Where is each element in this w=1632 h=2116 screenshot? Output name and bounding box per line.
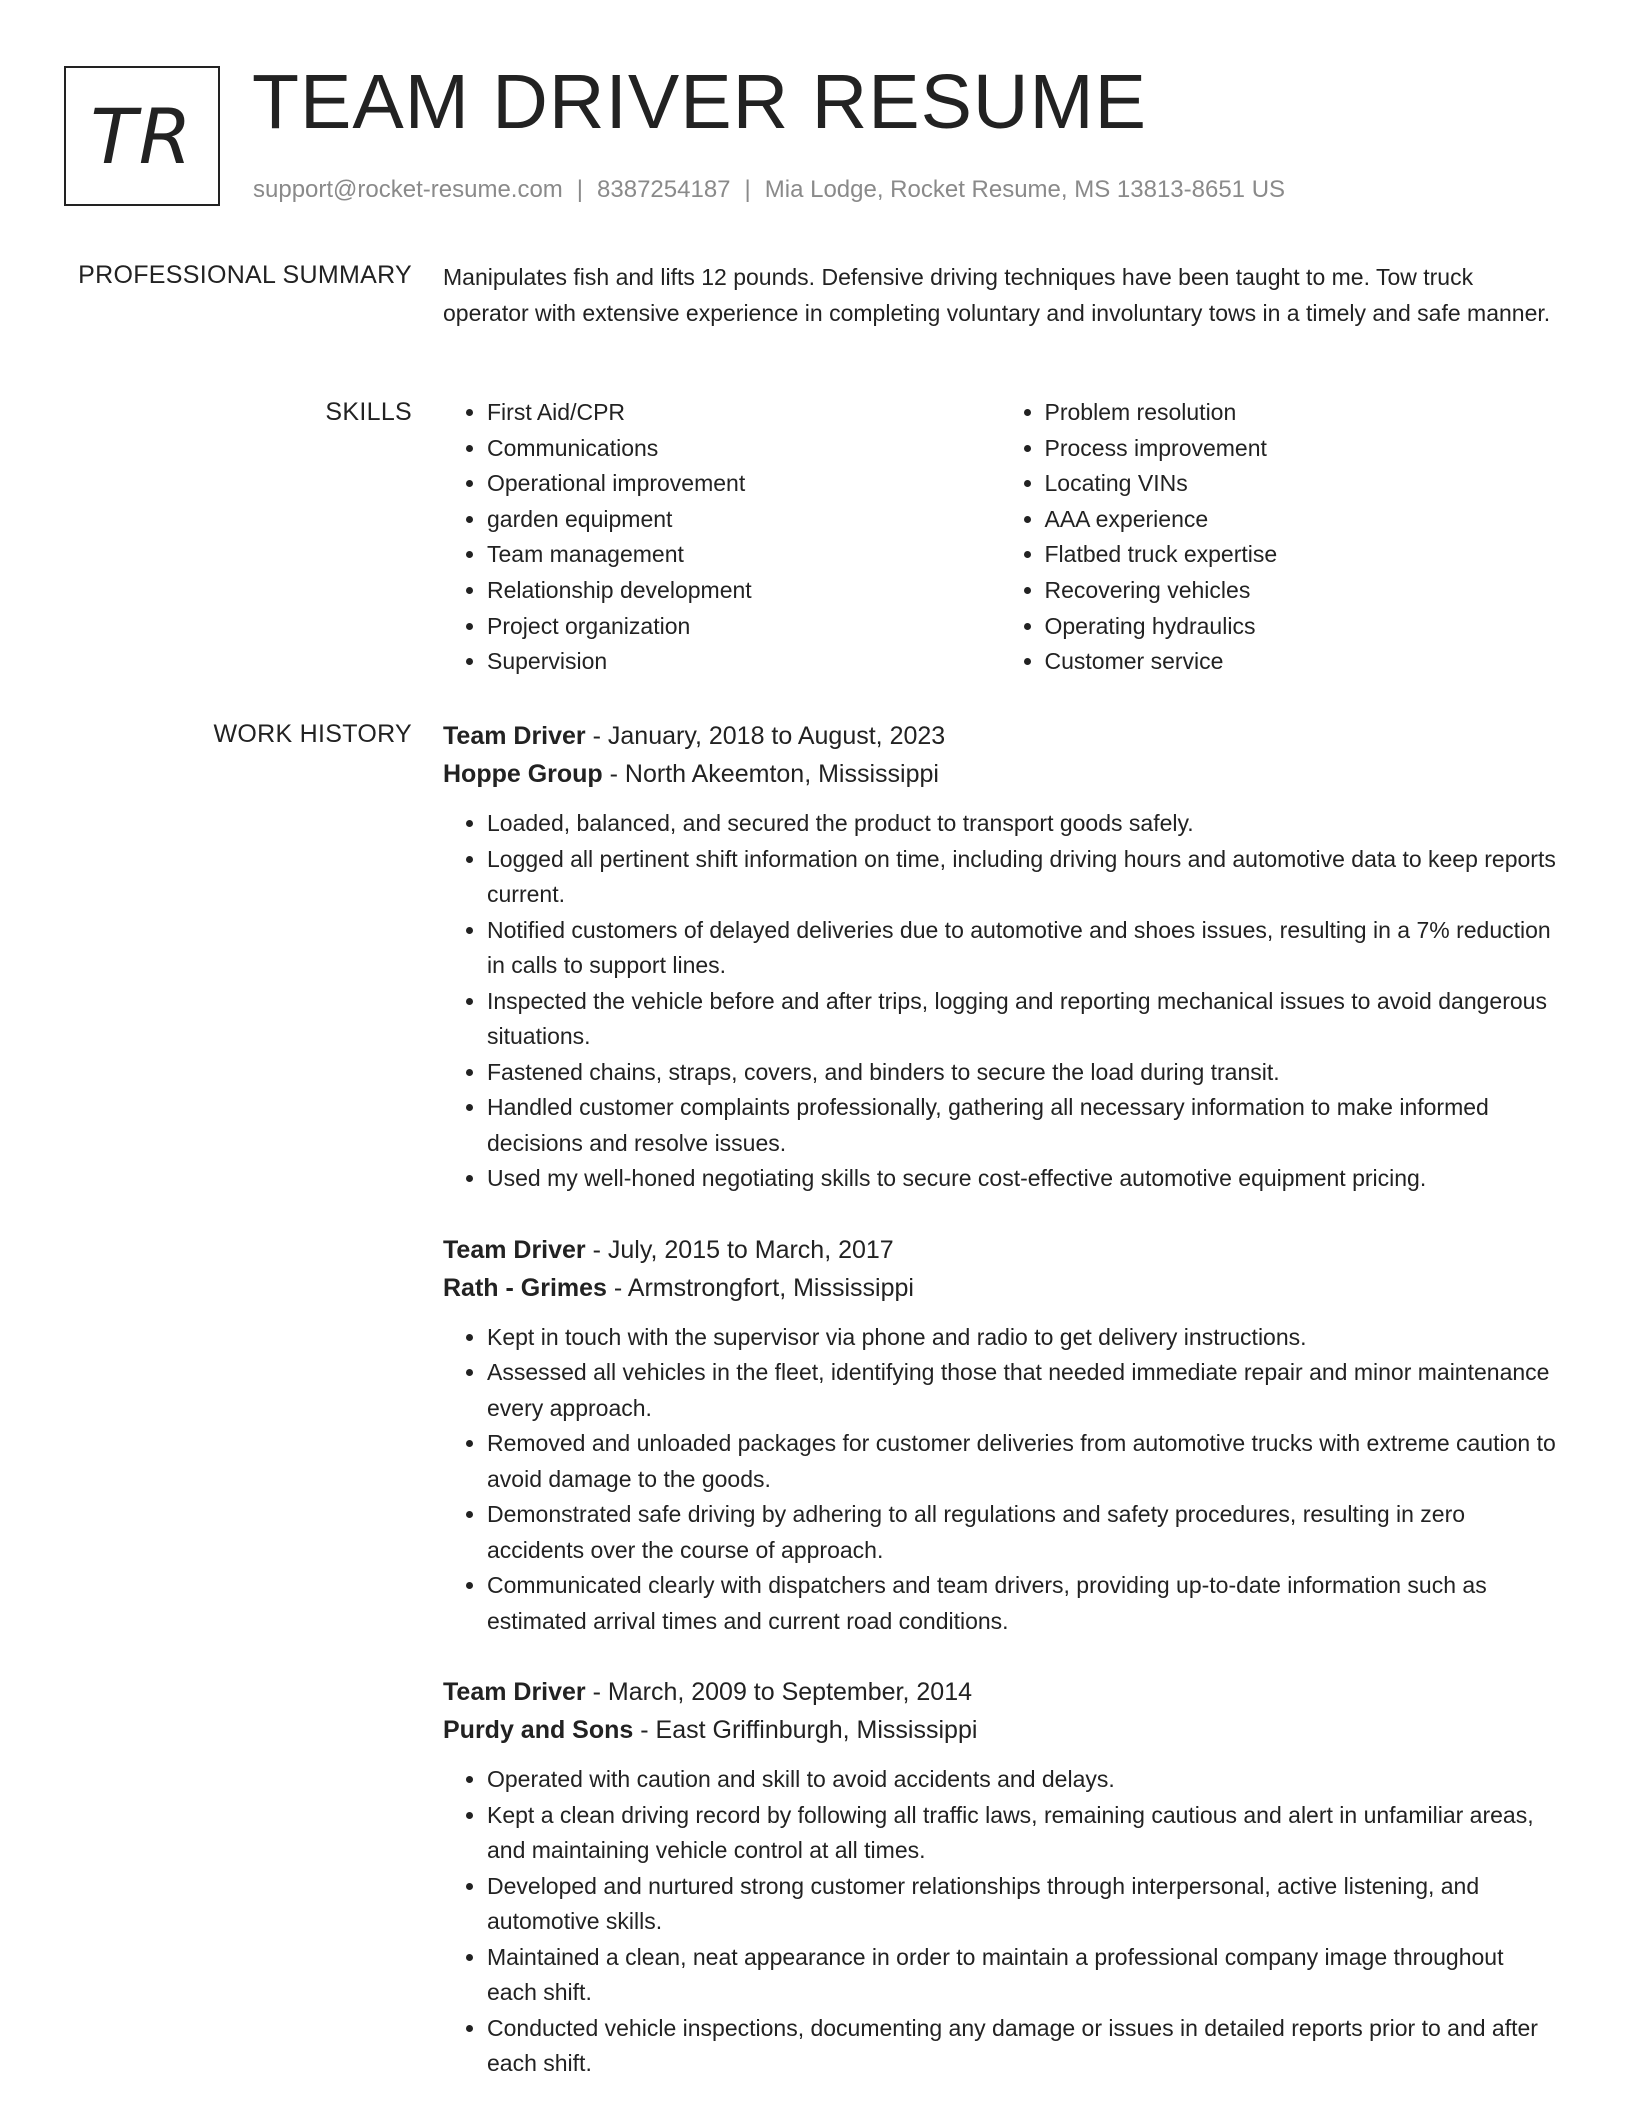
job-entry: [443, 1231, 1558, 1640]
skill-item: • Operating hydraulics: [1045, 609, 1559, 645]
job-company-line: [443, 755, 1558, 793]
job-company: Hoppe Group: [443, 760, 603, 788]
job-bullet: • Logged all pertinent shift information on time, including driving hours and automotive data to keep reports current.: [487, 842, 1558, 913]
job-bullet: • Developed and nurtured strong customer relationships through interpersonal, active listening, and automotive skills.: [487, 1869, 1558, 1940]
skills-list-right: [1001, 395, 1559, 680]
skill-item: • Communications: [487, 431, 1001, 467]
contact-separator: |: [744, 176, 751, 203]
contact-address: Mia Lodge, Rocket Resume, MS 13813-8651 US: [764, 176, 1286, 203]
summary-text: Manipulates fish and lifts 12 pounds. Defensive driving techniques have been taught to me. Tow truck operator with extensive experience in completing voluntary and involuntary tows in a timely and safe manner.: [443, 264, 1551, 326]
skills-heading: SKILLS: [325, 398, 412, 426]
skill-item: • Process improvement: [1045, 431, 1559, 467]
skill-item: • First Aid/CPR: [487, 395, 1001, 431]
job-bullet: • Removed and unloaded packages for customer deliveries from automotive trucks with extreme caution to avoid damage to the goods.: [487, 1426, 1558, 1497]
job-bullet: • Kept in touch with the supervisor via phone and radio to get delivery instructions.: [487, 1320, 1558, 1356]
skill-item: • Customer service: [1045, 644, 1559, 680]
job-company: Rath - Grimes: [443, 1273, 607, 1302]
job-bullet: • Demonstrated safe driving by adhering to all regulations and safety procedures, resulting in zero accidents over the course of approach.: [487, 1497, 1558, 1568]
job-dates: - July, 2015 to March, 2017: [585, 1235, 894, 1264]
contact-separator: |: [576, 176, 584, 203]
contact-email[interactable]: support@rocket-resume.com: [253, 176, 563, 203]
job-role-line: [443, 717, 1558, 755]
job-role-line: [443, 1673, 1558, 1711]
skill-item: • AAA experience: [1045, 502, 1559, 538]
resume-title: TEAM DRIVER RESUME: [252, 59, 1148, 145]
skill-item: • Recovering vehicles: [1045, 573, 1559, 609]
skill-item: • Team management: [487, 537, 1001, 573]
job-dates: - January, 2018 to August, 2023: [585, 722, 946, 750]
job-bullet: • Communicated clearly with dispatchers and team drivers, providing up-to-date information such as estimated arrival times and current road conditions.: [487, 1568, 1558, 1639]
job-bullet: • Operated with caution and skill to avoid accidents and delays.: [487, 1762, 1558, 1798]
skills-list-left: [443, 395, 1001, 680]
job-bullet-list: [443, 1762, 1558, 2082]
job-location: - Armstrongfort, Mississippi: [606, 1273, 914, 1302]
job-bullet: • Notified customers of delayed deliveries due to automotive and shoes issues, resulting in a 7% reduction in calls to support lines.: [487, 913, 1558, 984]
skill-item: • Project organization: [487, 609, 1001, 645]
contact-line: [253, 174, 1285, 206]
job-bullet: • Maintained a clean, neat appearance in order to maintain a professional company image throughout each shift.: [487, 1940, 1558, 2011]
job-dates: - March, 2009 to September, 2014: [585, 1678, 973, 1706]
job-list: [443, 717, 1558, 2116]
job-bullet: • Assessed all vehicles in the fleet, identifying those that needed immediate repair and minor maintenance every approach.: [487, 1355, 1558, 1426]
job-role: Team Driver: [443, 1235, 586, 1264]
job-company-line: [443, 1711, 1558, 1749]
job-bullet-list: [443, 1320, 1558, 1640]
job-bullet: • Used my well-honed negotiating skills to secure cost-effective automotive equipment pricing.: [487, 1161, 1558, 1197]
skill-item: • Supervision: [487, 644, 1001, 680]
job-entry: [443, 1673, 1558, 2082]
job-bullet: • Handled customer complaints professionally, gathering all necessary information to make informed decisions and resolve issues.: [487, 1090, 1558, 1161]
job-entry: [443, 717, 1558, 1197]
skill-item: • Relationship development: [487, 573, 1001, 609]
skill-item: • Operational improvement: [487, 466, 1001, 502]
skill-item: • garden equipment: [487, 502, 1001, 538]
job-location: - East Griffinburgh, Mississippi: [633, 1716, 978, 1744]
job-role-line: [443, 1231, 1558, 1269]
monogram-initials: TR: [90, 91, 194, 181]
job-bullet: • Conducted vehicle inspections, documenting any damage or issues in detailed reports prior to and after each shift.: [487, 2011, 1558, 2082]
skill-item: • Locating VINs: [1045, 466, 1559, 502]
job-role: Team Driver: [443, 722, 586, 750]
job-location: - North Akeemton, Mississippi: [602, 760, 939, 788]
job-role: Team Driver: [443, 1678, 586, 1706]
skill-item: • Flatbed truck expertise: [1045, 537, 1559, 573]
work-history-heading: WORK HISTORY: [213, 720, 412, 748]
job-bullet: • Inspected the vehicle before and after trips, logging and reporting mechanical issues to avoid dangerous situations.: [487, 984, 1558, 1055]
job-company: Purdy and Sons: [443, 1716, 634, 1744]
job-bullet: • Loaded, balanced, and secured the product to transport goods safely.: [487, 806, 1558, 842]
monogram-box: [64, 66, 220, 206]
summary-heading: PROFESSIONAL SUMMARY: [78, 261, 412, 289]
job-company-line: [443, 1269, 1558, 1307]
job-bullet-list: [443, 806, 1558, 1197]
job-bullet: • Kept a clean driving record by following all traffic laws, remaining cautious and alert in unfamiliar areas, and maintaining vehicle control at all times.: [487, 1798, 1558, 1869]
skill-item: • Problem resolution: [1045, 395, 1559, 431]
contact-phone[interactable]: 8387254187: [597, 176, 731, 203]
job-bullet: • Fastened chains, straps, covers, and binders to secure the load during transit.: [487, 1055, 1558, 1091]
